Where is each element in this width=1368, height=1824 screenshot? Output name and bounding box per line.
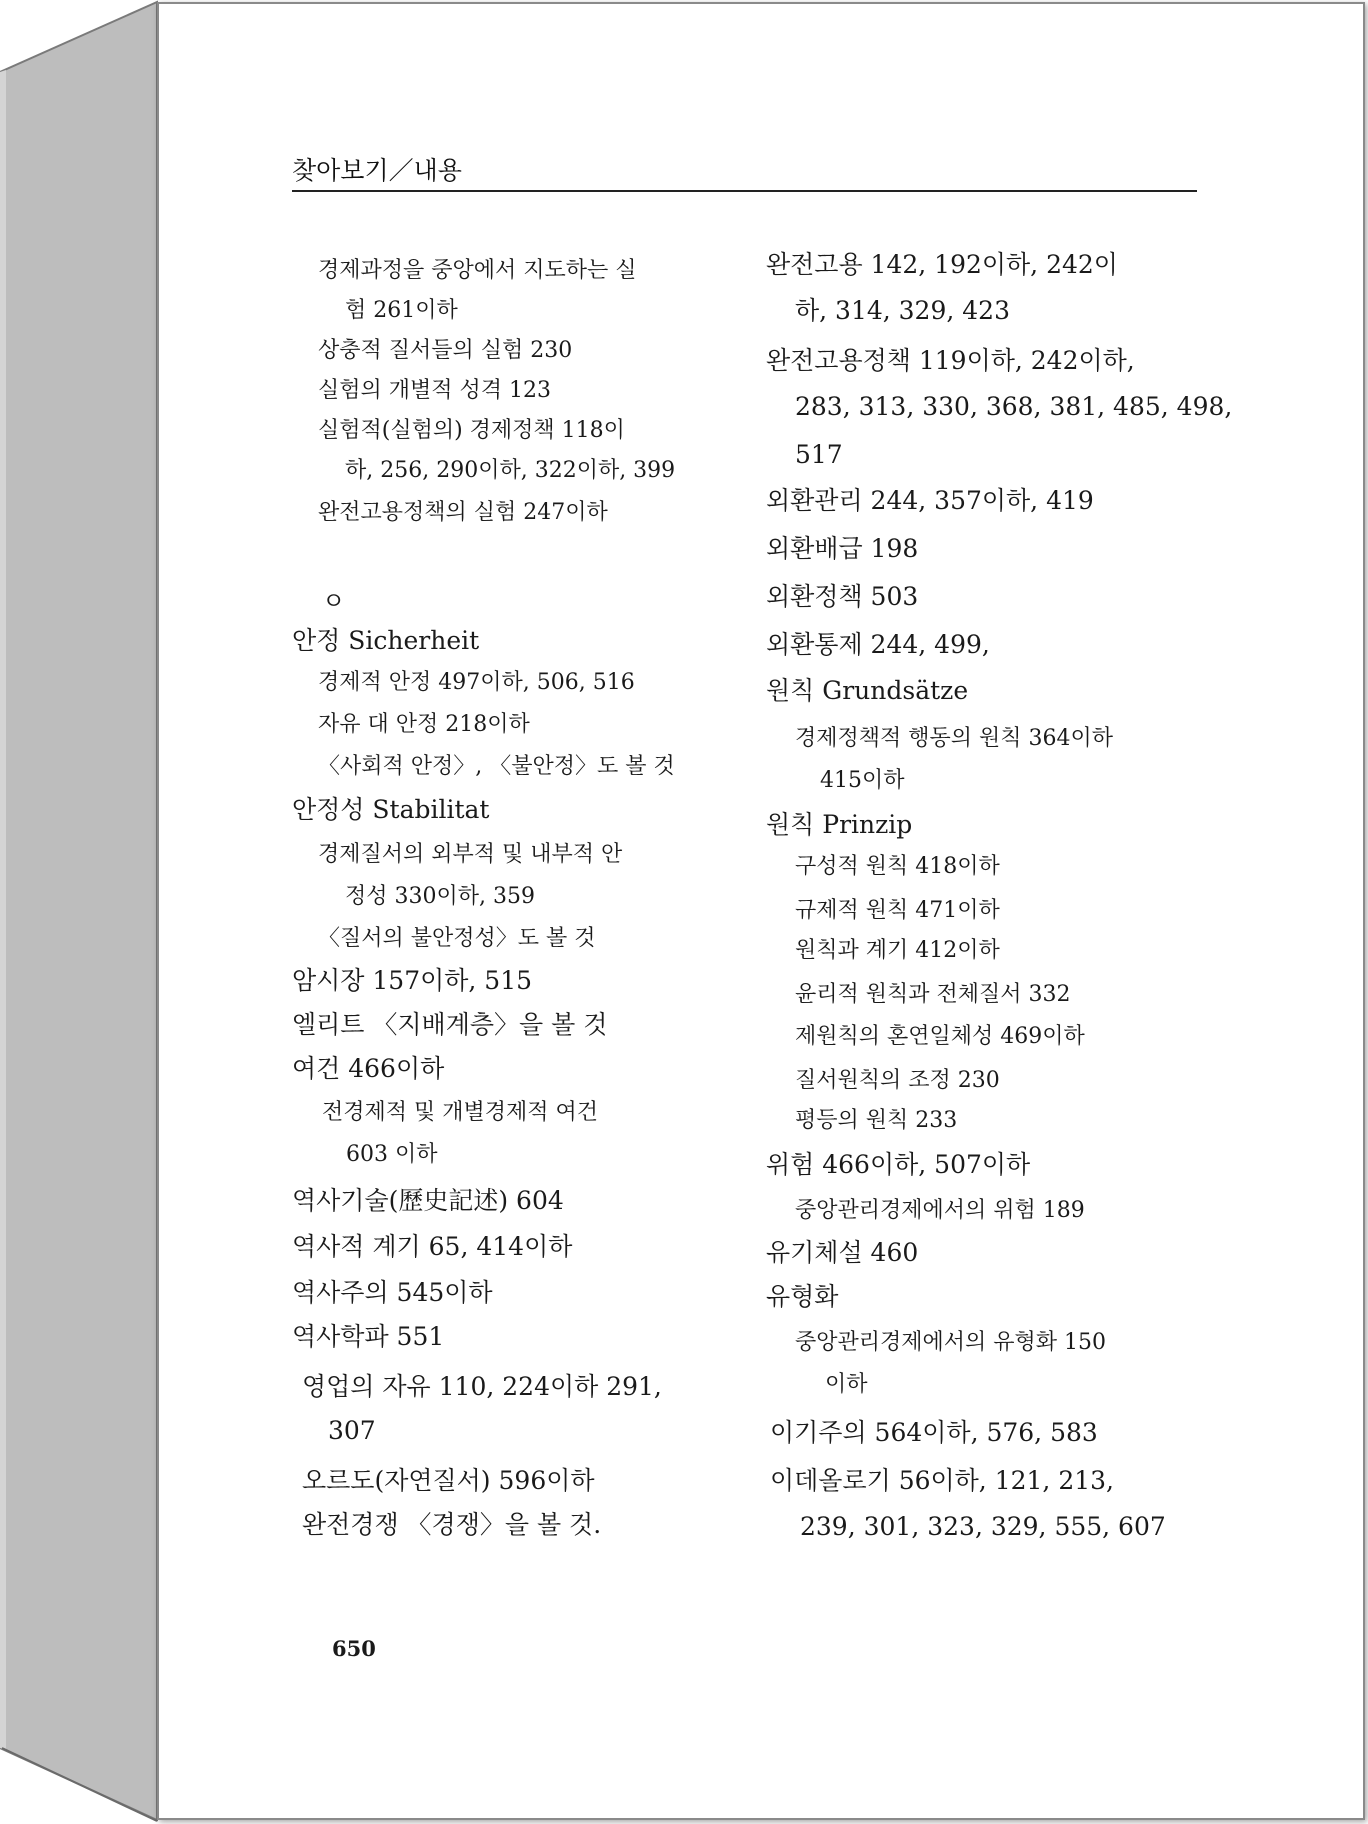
index-subentry: 자유 대 안정 218이하 — [318, 712, 530, 737]
index-entry: 안정 Sicherheit — [292, 626, 480, 655]
index-subentry: 완전고용정책의 실험 247이하 — [318, 500, 608, 525]
index-entry: 여건 466이하 — [292, 1054, 445, 1083]
index-entry: 유형화 — [766, 1282, 839, 1311]
index-entry: 외환관리 244, 357이하, 419 — [766, 486, 1094, 515]
index-subentry: 중앙관리경제에서의 유형화 150 — [795, 1330, 1107, 1355]
index-entry: 239, 301, 323, 329, 555, 607 — [800, 1512, 1166, 1541]
index-subentry: 415이하 — [820, 768, 905, 793]
index-entry: 이데올로기 56이하, 121, 213, — [770, 1466, 1114, 1495]
index-entry: 완전경쟁 〈경쟁〉을 볼 것. — [302, 1510, 602, 1539]
index-entry: 외환배급 198 — [766, 534, 919, 563]
index-subentry: 상충적 질서들의 실험 230 — [318, 338, 573, 363]
index-entry: 원칙 Grundsätze — [766, 676, 969, 705]
index-entry: 암시장 157이하, 515 — [292, 966, 533, 995]
index-subentry: 하, 256, 290이하, 322이하, 399 — [345, 458, 676, 483]
index-subentry: 실험의 개별적 성격 123 — [318, 378, 551, 403]
header-title: 찾아보기／내용 — [292, 156, 462, 185]
index-entry: 역사기술(歷史記述) 604 — [292, 1186, 564, 1215]
index-subentry: 제원칙의 혼연일체성 469이하 — [795, 1024, 1085, 1049]
index-subentry: 정성 330이하, 359 — [345, 884, 535, 909]
index-entry: 외환정책 503 — [766, 582, 919, 611]
index-subentry: 〈질서의 불안정성〉도 볼 것 — [318, 926, 596, 951]
index-subentry: 원칙과 계기 412이하 — [795, 938, 1000, 963]
index-subentry: 전경제적 및 개별경제적 여건 — [322, 1100, 599, 1125]
index-subentry: 질서원칙의 조정 230 — [795, 1068, 1000, 1093]
index-entry: 오르도(자연질서) 596이하 — [302, 1466, 595, 1495]
page-number: 650 — [332, 1636, 376, 1661]
index-entry: 517 — [795, 440, 843, 469]
index-subentry: 경제적 안정 497이하, 506, 516 — [318, 670, 635, 695]
index-subentry: 경제정책적 행동의 원칙 364이하 — [795, 726, 1113, 751]
index-entry: 안정성 Stabilitat — [292, 795, 490, 824]
index-subentry: 〈사회적 안정〉, 〈불안정〉도 볼 것 — [318, 754, 675, 779]
index-entry: 역사학파 551 — [292, 1322, 445, 1351]
index-subentry: 중앙관리경제에서의 위험 189 — [795, 1198, 1085, 1223]
index-entry: 307 — [328, 1416, 376, 1445]
index-entry: 위험 466이하, 507이하 — [766, 1150, 1031, 1179]
index-subentry: 실험적(실험의) 경제정책 118이 — [318, 418, 625, 443]
index-entry: 이기주의 564이하, 576, 583 — [770, 1418, 1098, 1447]
index-subentry: 평등의 원칙 233 — [795, 1108, 958, 1133]
index-entry: 역사적 계기 65, 414이하 — [292, 1232, 573, 1261]
index-subentry: 규제적 원칙 471이하 — [795, 898, 1000, 923]
index-entry: 외환통제 244, 499, — [766, 630, 990, 659]
index-subentry: 험 261이하 — [345, 298, 458, 323]
index-subentry: 경제질서의 외부적 및 내부적 안 — [318, 842, 623, 867]
index-subentry: 603 이하 — [346, 1142, 438, 1167]
index-entry: 완전고용정책 119이하, 242이하, — [766, 346, 1135, 375]
index-entry: 엘리트 〈지배계층〉을 볼 것 — [292, 1010, 608, 1039]
running-header — [292, 158, 1197, 192]
index-entry: 283, 313, 330, 368, 381, 485, 498, — [795, 392, 1233, 421]
index-entry: 하, 314, 329, 423 — [795, 296, 1010, 325]
index-entry: 역사주의 545이하 — [292, 1278, 493, 1307]
index-entry: 원칙 Prinzip — [766, 810, 913, 839]
section-letter: ㅇ — [322, 587, 346, 615]
book-side-panel — [0, 0, 160, 1824]
index-subentry: 구성적 원칙 418이하 — [795, 854, 1000, 879]
index-entry: 유기체설 460 — [766, 1238, 919, 1267]
index-subentry: 경제과정을 중앙에서 지도하는 실 — [318, 258, 637, 283]
index-subentry: 이하 — [825, 1372, 868, 1397]
index-entry: 영업의 자유 110, 224이하 291, — [302, 1372, 662, 1401]
index-subentry: 윤리적 원칙과 전체질서 332 — [795, 982, 1071, 1007]
index-entry: 완전고용 142, 192이하, 242이 — [766, 250, 1118, 279]
